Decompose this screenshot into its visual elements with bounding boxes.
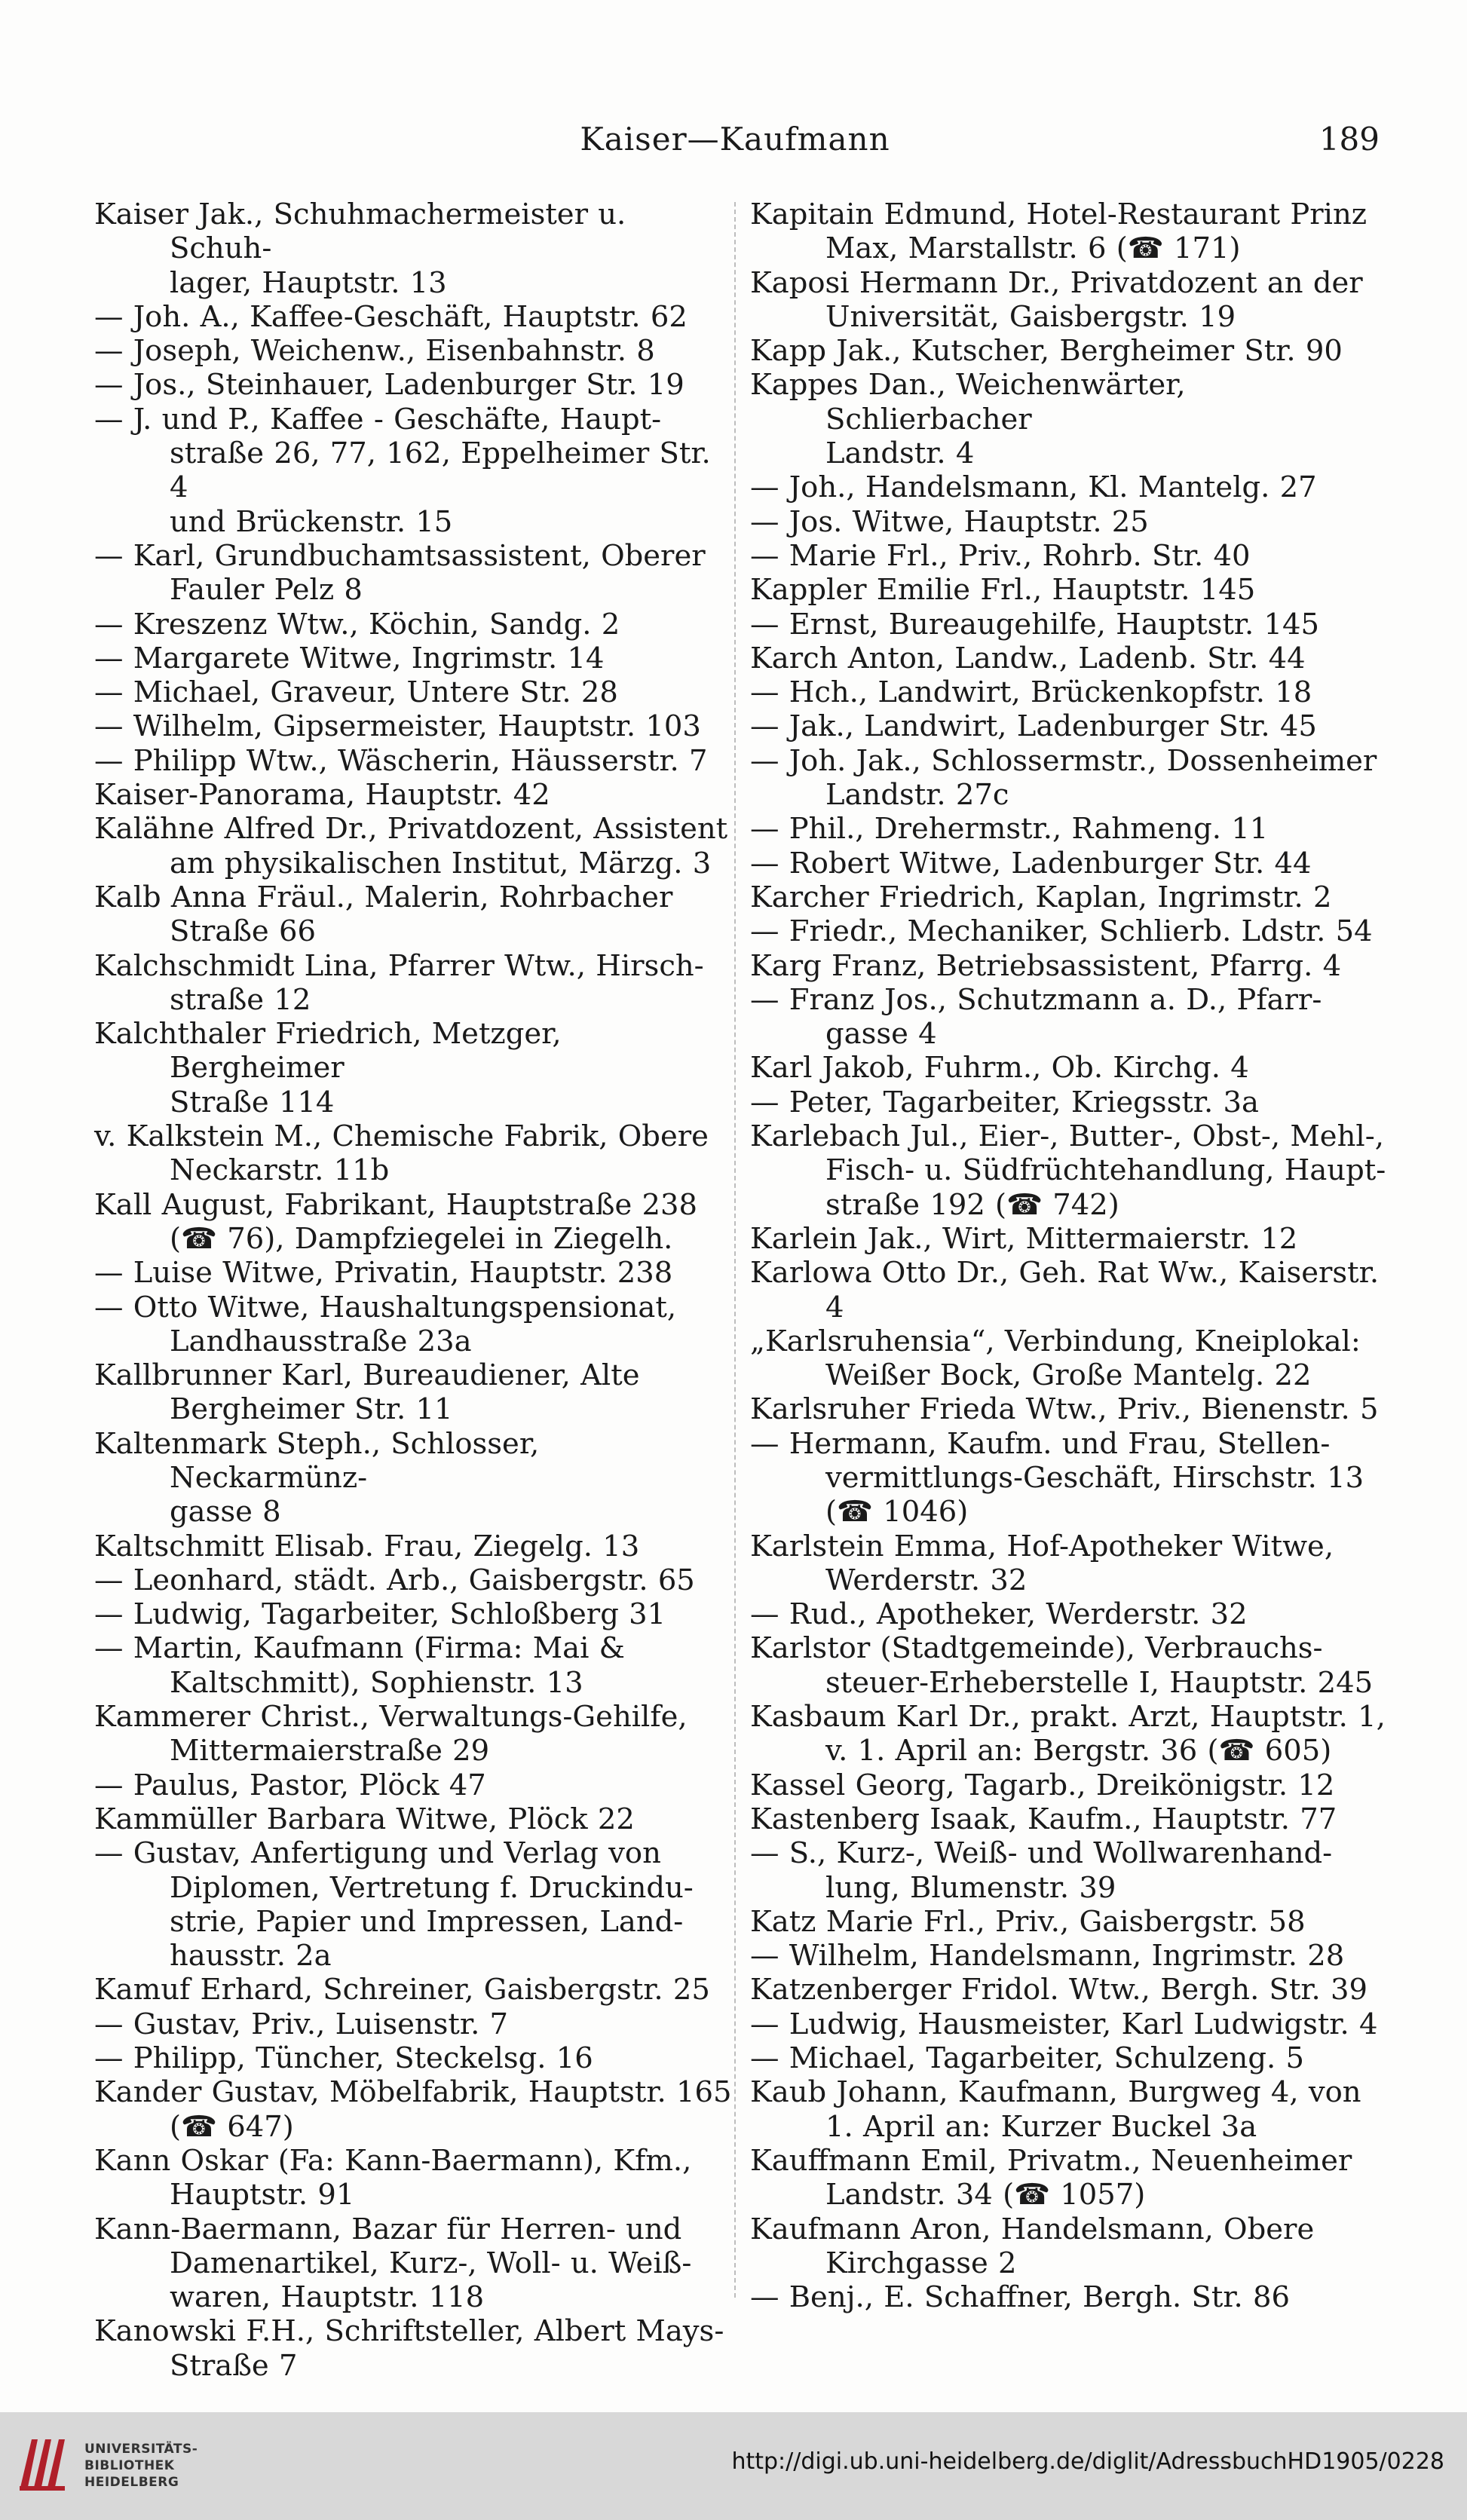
directory-entry: Katz Marie Frl., Priv., Gaisbergstr. 58 [750, 1904, 1306, 1939]
directory-entry: Kammerer Christ., Verwaltungs-Gehilfe, Mittermaierstraße 29 [94, 1700, 688, 1768]
directory-entry: — Otto Witwe, Haushaltungspensionat, Landhausstraße 23a [94, 1290, 677, 1358]
source-url-link[interactable]: http://digi.ub.uni-heidelberg.de/diglit/AdressbuchHD1905/0228 [731, 2448, 1444, 2475]
directory-entry: Kaub Johann, Kaufmann, Burgweg 4, von 1. April an: Kurzer Buckel 3a [750, 2075, 1361, 2144]
directory-entry: — Luise Witwe, Privatin, Hauptstr. 238 [94, 1256, 673, 1291]
directory-entry: Kaposi Hermann Dr., Privatdozent an der Universität, Gaisbergstr. 19 [750, 265, 1363, 334]
directory-entry: — J. und P., Kaffee - Geschäfte, Haupt- straße 26, 77, 162, Eppelheimer Str. 4 und Brückenstr. 15 [94, 402, 711, 539]
viewer-footer [0, 2412, 1467, 2520]
directory-entry: Kasbaum Karl Dr., prakt. Arzt, Hauptstr. 1, v. 1. April an: Bergstr. 36 (☎ 605) [750, 1700, 1386, 1768]
directory-entry: — Martin, Kaufmann (Firma: Mai & Kaltschmitt), Sophienstr. 13 [94, 1631, 625, 1700]
directory-entry: — Peter, Tagarbeiter, Kriegsstr. 3a [750, 1085, 1259, 1119]
directory-entry: — Margarete Witwe, Ingrimstr. 14 [94, 641, 605, 675]
library-logo-icon [17, 2433, 69, 2494]
directory-entry: — Gustav, Anfertigung und Verlag von Diplomen, Vertretung f. Druckindu- strie, Papier und Impressen, Land- hausstr. 2a [94, 1836, 694, 1973]
directory-entry: Kaltenmark Steph., Schlosser, Neckarmünz- gasse 8 [94, 1426, 540, 1529]
library-name-line: HEIDELBERG [84, 2475, 179, 2490]
directory-entry: — Michael, Graveur, Untere Str. 28 [94, 675, 618, 710]
directory-entry: Kassel Georg, Tagarb., Dreikönigstr. 12 [750, 1768, 1335, 1802]
directory-entry: — Benj., E. Schaffner, Bergh. Str. 86 [750, 2280, 1290, 2315]
directory-entry: Karch Anton, Landw., Ladenb. Str. 44 [750, 641, 1306, 675]
directory-entry: Kapp Jak., Kutscher, Bergheimer Str. 90 [750, 334, 1343, 369]
directory-entry: — Paulus, Pastor, Plöck 47 [94, 1768, 486, 1802]
directory-entry: — Jos., Steinhauer, Ladenburger Str. 19 [94, 368, 684, 403]
running-title: Kaiser—Kaufmann [580, 121, 890, 158]
directory-entry: — Friedr., Mechaniker, Schlierb. Ldstr. 54 [750, 914, 1373, 949]
directory-entry: Karl Jakob, Fuhrm., Ob. Kirchg. 4 [750, 1051, 1249, 1085]
directory-entry: — Jos. Witwe, Hauptstr. 25 [750, 504, 1149, 539]
directory-entry: Karlowa Otto Dr., Geh. Rat Ww., Kaiserstr. 4 [750, 1256, 1380, 1324]
directory-entry: — Wilhelm, Handelsmann, Ingrimstr. 28 [750, 1939, 1345, 1973]
directory-entry: Kander Gustav, Möbelfabrik, Hauptstr. 165 (☎ 647) [94, 2075, 732, 2144]
directory-entry: Karcher Friedrich, Kaplan, Ingrimstr. 2 [750, 880, 1332, 914]
directory-entry: v. Kalkstein M., Chemische Fabrik, Obere Neckarstr. 11b [94, 1119, 709, 1188]
directory-entry: „Karlsruhensia“, Verbindung, Kneiplokal: Weißer Bock, Große Mantelg. 22 [750, 1324, 1361, 1393]
directory-entry: — Joh., Handelsmann, Kl. Mantelg. 27 [750, 470, 1317, 505]
directory-entry: Kaufmann Aron, Handelsmann, Obere Kirchgasse 2 [750, 2212, 1315, 2280]
directory-entry: Kalchschmidt Lina, Pfarrer Wtw., Hirsch- straße 12 [94, 948, 704, 1017]
directory-entry: Karlein Jak., Wirt, Mittermaierstr. 12 [750, 1221, 1298, 1256]
directory-entry: — Ernst, Bureaugehilfe, Hauptstr. 145 [750, 607, 1319, 641]
directory-entry: — Ludwig, Hausmeister, Karl Ludwigstr. 4 [750, 2007, 1378, 2041]
directory-entry: — Marie Frl., Priv., Rohrb. Str. 40 [750, 538, 1251, 573]
directory-entry: — Philipp Wtw., Wäscherin, Häusserstr. 7 [94, 743, 708, 778]
directory-entry: Karlsruher Frieda Wtw., Priv., Bienenstr. 5 [750, 1392, 1379, 1427]
directory-entry: — Michael, Tagarbeiter, Schulzeng. 5 [750, 2041, 1304, 2076]
directory-entry: — Philipp, Tüncher, Steckelsg. 16 [94, 2041, 593, 2076]
directory-entry: Katzenberger Fridol. Wtw., Bergh. Str. 39 [750, 1973, 1368, 2007]
directory-entry: Kall August, Fabrikant, Hauptstraße 238 (☎ 76), Dampfziegelei in Ziegelh. [94, 1187, 698, 1256]
directory-entry: Kalähne Alfred Dr., Privatdozent, Assistent am physikalischen Institut, Märzg. 3 [94, 812, 728, 880]
left-column [94, 197, 735, 2383]
directory-entry: Karg Franz, Betriebsassistent, Pfarrg. 4 [750, 948, 1342, 983]
directory-entry: Kammüller Barbara Witwe, Plöck 22 [94, 1802, 635, 1836]
directory-entry: Kauffmann Emil, Privatm., Neuenheimer Landstr. 34 (☎ 1057) [750, 2143, 1352, 2212]
directory-entry: Kapitain Edmund, Hotel-Restaurant Prinz Max, Marstallstr. 6 (☎ 171) [750, 197, 1367, 266]
directory-entry: — S., Kurz-, Weiß- und Wollwarenhand- lung, Blumenstr. 39 [750, 1836, 1333, 1905]
directory-entry: — Rud., Apotheker, Werderstr. 32 [750, 1597, 1248, 1632]
column-divider [734, 202, 736, 2298]
library-name [84, 2441, 198, 2491]
right-column [750, 197, 1391, 2314]
directory-entry: Kann-Baermann, Bazar für Herren- und Damenartikel, Kurz-, Woll- u. Weiß- waren, Hauptstr. 118 [94, 2212, 692, 2315]
directory-entry: Kappes Dan., Weichenwärter, Schlierbacher Landstr. 4 [750, 368, 1186, 471]
directory-entry: — Leonhard, städt. Arb., Gaisbergstr. 65 [94, 1563, 695, 1597]
directory-entry: — Phil., Drehermstr., Rahmeng. 11 [750, 812, 1269, 847]
directory-entry: Kann Oskar (Fa: Kann-Baermann), Kfm., Hauptstr. 91 [94, 2143, 692, 2212]
directory-entry: Kalchthaler Friedrich, Metzger, Bergheimer Straße 114 [94, 1017, 562, 1119]
library-name-line: UNIVERSITÄTS- [84, 2442, 198, 2457]
directory-entry: — Jak., Landwirt, Ladenburger Str. 45 [750, 709, 1317, 744]
directory-entry: Kaiser-Panorama, Hauptstr. 42 [94, 778, 550, 813]
directory-entry: Kamuf Erhard, Schreiner, Gaisbergstr. 25 [94, 1973, 710, 2007]
directory-entry: — Joseph, Weichenw., Eisenbahnstr. 8 [94, 334, 655, 369]
directory-entry: Kallbrunner Karl, Bureaudiener, Alte Bergheimer Str. 11 [94, 1358, 640, 1427]
directory-entry: — Joh. Jak., Schlossermstr., Dossenheimer Landstr. 27c [750, 743, 1377, 813]
directory-entry: — Joh. A., Kaffee-Geschäft, Hauptstr. 62 [94, 299, 688, 334]
directory-entry: — Robert Witwe, Ladenburger Str. 44 [750, 846, 1312, 880]
page-number: 189 [1318, 121, 1380, 158]
directory-entry: — Ludwig, Tagarbeiter, Schloßberg 31 [94, 1597, 666, 1632]
page-header [90, 121, 1380, 173]
directory-entry: Kanowski F.H., Schriftsteller, Albert Mays- Straße 7 [94, 2314, 724, 2383]
directory-entry: Kalb Anna Fräul., Malerin, Rohrbacher Straße 66 [94, 880, 673, 949]
directory-entry: Kappler Emilie Frl., Hauptstr. 145 [750, 573, 1256, 608]
directory-entry: Kaltschmitt Elisab. Frau, Ziegelg. 13 [94, 1529, 640, 1563]
directory-entry: Kaiser Jak., Schuhmachermeister u. Schuh- lager, Hauptstr. 13 [94, 197, 626, 300]
directory-entry: — Karl, Grundbuchamtsassistent, Oberer Fauler Pelz 8 [94, 538, 706, 608]
directory-entry: Karlstein Emma, Hof-Apotheker Witwe, Werderstr. 32 [750, 1529, 1334, 1597]
directory-entry: Kastenberg Isaak, Kaufm., Hauptstr. 77 [750, 1802, 1337, 1836]
directory-entry: — Franz Jos., Schutzmann a. D., Pfarr- gasse 4 [750, 982, 1322, 1052]
directory-entry: — Kreszenz Wtw., Köchin, Sandg. 2 [94, 607, 620, 641]
directory-entry: — Hch., Landwirt, Brückenkopfstr. 18 [750, 675, 1312, 710]
directory-entry: Karlebach Jul., Eier-, Butter-, Obst-, Mehl-, Fisch- u. Südfrüchtehandlung, Haupt- straße 192 (☎ 742) [750, 1119, 1386, 1222]
directory-entry: — Hermann, Kaufm. und Frau, Stellen- vermittlungs-Geschäft, Hirschstr. 13 (☎ 1046) [750, 1426, 1364, 1529]
library-name-line: BIBLIOTHEK [84, 2458, 175, 2473]
directory-entry: — Wilhelm, Gipsermeister, Hauptstr. 103 [94, 709, 701, 744]
directory-entry: — Gustav, Priv., Luisenstr. 7 [94, 2007, 509, 2041]
directory-entry: Karlstor (Stadtgemeinde), Verbrauchs- steuer-Erheberstelle I, Hauptstr. 245 [750, 1631, 1374, 1700]
